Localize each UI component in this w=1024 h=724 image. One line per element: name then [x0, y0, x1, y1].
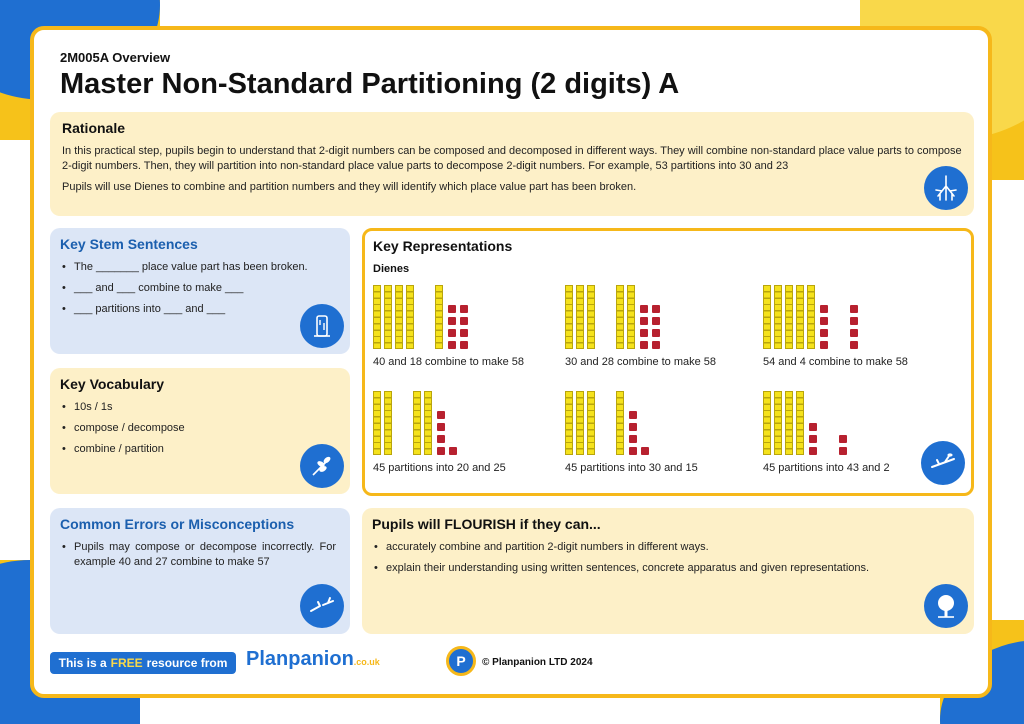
rationale-heading: Rationale	[62, 120, 126, 136]
ten-rod	[774, 391, 782, 455]
list-item: • explain their understanding using written sentences, concrete apparatus and given representations.	[372, 561, 964, 576]
ten-rod	[785, 391, 793, 455]
ten-rod	[587, 285, 595, 349]
ten-rod	[587, 391, 595, 455]
lesson-code: 2M005A Overview	[60, 50, 171, 65]
ten-rod	[373, 391, 381, 455]
one-cube	[809, 447, 817, 455]
copyright: © Planpanion LTD 2024	[482, 657, 593, 668]
one-cube	[641, 447, 649, 455]
one-cube	[809, 423, 817, 431]
ten-rod	[616, 285, 624, 349]
leaves-icon	[300, 444, 344, 488]
ten-rod	[796, 285, 804, 349]
ten-rod	[785, 285, 793, 349]
logo-name: Planpanion	[246, 648, 354, 670]
one-cube	[850, 329, 858, 337]
vocab-heading: Key Vocabulary	[60, 376, 165, 392]
ten-rod	[373, 285, 381, 349]
diagram-caption: 45 partitions into 20 and 25	[373, 462, 506, 474]
one-cube	[449, 447, 457, 455]
one-cube	[652, 317, 660, 325]
rationale-paragraph: In this practical step, pupils begin to understand that 2-digit numbers can be composed and decomposed in different ways. They will combine non-standard place value parts to compose 2-digit numbers. Then, they will partition into non-standard place value parts to decompose 2-digit numbers. For example, 53 partitions into 30 and 23	[62, 145, 962, 172]
one-cube	[629, 435, 637, 443]
diagram-caption: 45 partitions into 30 and 15	[565, 462, 698, 474]
ten-rod	[565, 285, 573, 349]
one-cube	[437, 423, 445, 431]
ten-rod	[413, 391, 421, 455]
one-cube	[629, 423, 637, 431]
one-cube	[629, 411, 637, 419]
planpanion-badge-icon: P	[446, 646, 476, 676]
stem-list	[60, 260, 340, 317]
one-cube	[640, 317, 648, 325]
one-cube	[839, 435, 847, 443]
one-cube	[820, 329, 828, 337]
flourish-list	[372, 540, 964, 576]
one-cube	[629, 447, 637, 455]
ten-rod	[384, 391, 392, 455]
one-cube	[437, 447, 445, 455]
ten-rod	[384, 285, 392, 349]
stem-heading: Key Stem Sentences	[60, 236, 198, 252]
ten-rod	[807, 285, 815, 349]
one-cube	[460, 305, 468, 313]
planpanion-logo[interactable]	[246, 648, 380, 671]
free-resource-banner	[50, 652, 236, 674]
ten-rod	[763, 391, 771, 455]
logo-domain: .co.uk	[353, 657, 380, 667]
rationale-paragraph: Pupils will use Dienes to combine and partition numbers and they will identify which place value part has been broken.	[62, 181, 637, 193]
ten-rod	[576, 285, 584, 349]
free-suffix: resource from	[146, 656, 228, 670]
branch-icon	[921, 441, 965, 485]
one-cube	[640, 329, 648, 337]
one-cube	[820, 317, 828, 325]
one-cube	[460, 317, 468, 325]
ten-rod	[406, 285, 414, 349]
ten-rod	[796, 391, 804, 455]
one-cube	[640, 305, 648, 313]
one-cube	[448, 341, 456, 349]
ten-rod	[424, 391, 432, 455]
misconceptions-panel	[50, 508, 350, 634]
representations-heading: Key Representations	[373, 238, 513, 254]
one-cube	[820, 305, 828, 313]
vocabulary-panel	[50, 368, 350, 494]
list-item: • ___ and ___ combine to make ___	[60, 281, 340, 296]
one-cube	[850, 341, 858, 349]
list-item: • accurately combine and partition 2-digit numbers in different ways.	[372, 540, 964, 555]
one-cube	[652, 341, 660, 349]
free-prefix: This is a	[58, 656, 107, 670]
list-item: • Pupils may compose or decompose incorrectly. For example 40 and 27 combine to make 57	[60, 540, 340, 570]
diagram-caption: 40 and 18 combine to make 58	[373, 356, 525, 368]
one-cube	[448, 317, 456, 325]
one-cube	[652, 329, 660, 337]
one-cube	[809, 435, 817, 443]
one-cube	[460, 329, 468, 337]
errors-heading: Common Errors or Misconceptions	[60, 516, 295, 532]
overview-card	[30, 26, 992, 698]
ten-rod	[627, 285, 635, 349]
ten-rod	[616, 391, 624, 455]
diagram-caption: 54 and 4 combine to make 58	[763, 356, 908, 368]
tree-icon	[924, 584, 968, 628]
flourish-heading: Pupils will FLOURISH if they can...	[372, 516, 601, 532]
representations-panel	[362, 228, 974, 496]
ten-rod	[576, 391, 584, 455]
one-cube	[850, 305, 858, 313]
ten-rod	[395, 285, 403, 349]
stem-sentences-panel	[50, 228, 350, 354]
list-item: • combine / partition	[60, 442, 340, 457]
dienes-label: Dienes	[373, 263, 410, 275]
one-cube	[448, 305, 456, 313]
one-cube	[850, 317, 858, 325]
one-cube	[437, 435, 445, 443]
page-title: Master Non-Standard Partitioning (2 digits) A	[60, 68, 680, 100]
one-cube	[820, 341, 828, 349]
one-cube	[460, 341, 468, 349]
errors-list	[60, 540, 340, 570]
broken-branch-icon	[300, 584, 344, 628]
one-cube	[448, 329, 456, 337]
roots-icon	[924, 166, 968, 210]
list-item: • ___ partitions into ___ and ___	[60, 302, 340, 317]
flourish-panel	[362, 508, 974, 634]
free-word: FREE	[110, 656, 143, 670]
ten-rod	[435, 285, 443, 349]
vocab-list	[60, 400, 340, 457]
one-cube	[839, 447, 847, 455]
diagram-caption: 45 partitions into 43 and 2	[763, 462, 890, 474]
one-cube	[437, 411, 445, 419]
ten-rod	[774, 285, 782, 349]
tree-trunk-icon	[300, 304, 344, 348]
one-cube	[640, 341, 648, 349]
ten-rod	[565, 391, 573, 455]
list-item: • The _______ place value part has been broken.	[60, 260, 340, 275]
diagram-caption: 30 and 28 combine to make 58	[565, 356, 717, 368]
ten-rod	[763, 285, 771, 349]
list-item: • 10s / 1s	[60, 400, 340, 415]
one-cube	[652, 305, 660, 313]
rationale-panel	[50, 112, 974, 216]
list-item: • compose / decompose	[60, 421, 340, 436]
